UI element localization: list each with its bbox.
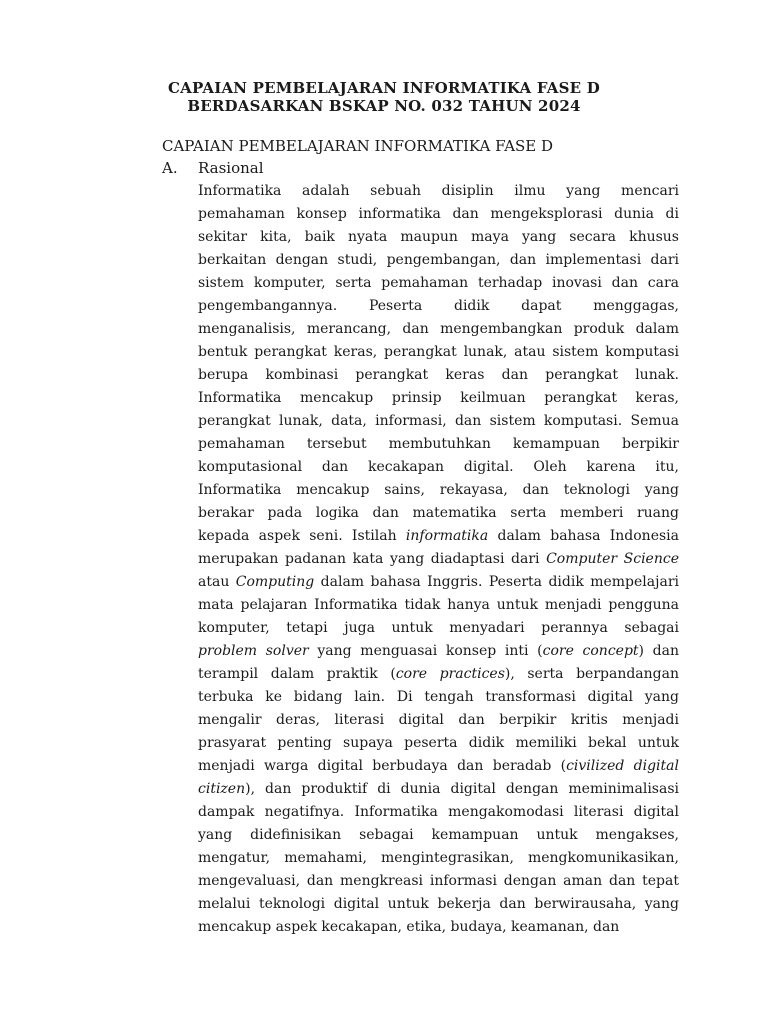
body-line [198, 479, 679, 502]
body-line [198, 203, 679, 226]
body-text: sistem komputer, serta pemahaman terhadap inovasi dan cara [198, 275, 679, 291]
body-text: Informatika mencakup sains, rekayasa, dan teknologi yang [198, 482, 679, 498]
body-text: mengalir deras, literasi digital dan berpikir kritis menjadi [198, 712, 679, 728]
body-text: ), serta berpandangan [504, 666, 679, 682]
body-text: yang didefinisikan sebagai kemampuan untuk mengakses, [198, 827, 679, 843]
italic-term: core concept [542, 643, 639, 659]
body-line [198, 847, 679, 870]
body-line [198, 226, 679, 249]
body-text: dampak negatifnya. Informatika mengakomodasi literasi digital [198, 804, 679, 820]
italic-term: civilized digital [566, 758, 679, 774]
body-line [198, 295, 679, 318]
body-line [198, 617, 679, 640]
body-line [198, 318, 679, 341]
body-line [198, 686, 679, 709]
italic-term: Computer Science [546, 551, 679, 567]
body-text: pemahaman konsep informatika dan mengeksplorasi dunia di [198, 206, 679, 222]
body-line [198, 387, 679, 410]
body-line [198, 249, 679, 272]
body-line [198, 594, 679, 617]
body-line [198, 525, 679, 548]
body-paragraph [198, 180, 679, 939]
body-line [198, 571, 679, 594]
body-text: kepada aspek seni. Istilah [198, 528, 406, 544]
body-text: terampil dalam praktik ( [198, 666, 396, 682]
body-text: ), dan produktif di dunia digital dengan meminimalisasi [245, 781, 679, 797]
body-line [198, 663, 679, 686]
body-text: mata pelajaran Informatika tidak hanya untuk menjadi pengguna [198, 597, 679, 613]
subsection-title: Rasional [198, 159, 264, 177]
body-text: pengembangannya. Peserta didik dapat menggagas, [198, 298, 679, 314]
body-line [198, 433, 679, 456]
document-title-line-1: CAPAIAN PEMBELAJARAN INFORMATIKA FASE D [168, 79, 600, 97]
body-line [198, 709, 679, 732]
section-heading: CAPAIAN PEMBELAJARAN INFORMATIKA FASE D [162, 137, 554, 155]
body-line [198, 341, 679, 364]
body-line [198, 640, 679, 663]
italic-term: informatika [405, 528, 489, 544]
body-text: mengatur, memahami, mengintegrasikan, mengkomunikasikan, [198, 850, 679, 866]
body-text: merupakan padanan kata yang diadaptasi dari [198, 551, 547, 567]
body-text: mencakup aspek kecakapan, etika, budaya, keamanan, dan [198, 919, 620, 935]
body-text: komputer, tetapi juga untuk menyadari perannya sebagai [198, 620, 679, 636]
body-text: terbuka ke bidang lain. Di tengah transformasi digital yang [198, 689, 679, 705]
body-line [198, 456, 679, 479]
body-line [198, 801, 679, 824]
body-text: berupa kombinasi perangkat keras dan perangkat lunak. [198, 367, 679, 383]
body-text: melalui teknologi digital untuk bekerja dan berwirausaha, yang [198, 896, 679, 912]
body-line [198, 410, 679, 433]
italic-term: Computing [235, 574, 315, 590]
body-text: menjadi warga digital berbudaya dan beradab ( [198, 758, 567, 774]
body-text: dalam bahasa Indonesia [488, 528, 679, 544]
body-text: sekitar kita, baik nyata maupun maya yang secara khusus [198, 229, 679, 245]
body-line [198, 732, 679, 755]
body-line [198, 824, 679, 847]
body-text: berkaitan dengan studi, pengembangan, dan implementasi dari [198, 252, 679, 268]
body-text: menganalisis, merancang, dan mengembangkan produk dalam [198, 321, 679, 337]
body-text: yang menguasai konsep inti ( [308, 643, 543, 659]
document-title-line-2: BERDASARKAN BSKAP NO. 032 TAHUN 2024 [187, 97, 581, 115]
body-line [198, 755, 679, 778]
body-line [198, 272, 679, 295]
body-text: prasyarat penting supaya peserta didik memiliki bekal untuk [198, 735, 679, 751]
body-line [198, 893, 679, 916]
body-text: komputasional dan kecakapan digital. Oleh karena itu, [198, 459, 679, 475]
body-text: pemahaman tersebut membutuhkan kemampuan berpikir [198, 436, 679, 452]
body-text: Informatika mencakup prinsip keilmuan perangkat keras, [198, 390, 679, 406]
body-line [198, 502, 679, 525]
subsection-marker: A. [162, 159, 178, 177]
body-text: berakar pada logika dan matematika serta memberi ruang [198, 505, 679, 521]
body-text: perangkat lunak, data, informasi, dan sistem komputasi. Semua [198, 413, 679, 429]
body-text: bentuk perangkat keras, perangkat lunak, atau sistem komputasi [198, 344, 679, 360]
body-line [198, 778, 679, 801]
body-text: Informatika adalah sebuah disiplin ilmu yang mencari [198, 183, 679, 199]
body-text: ) dan [638, 643, 679, 659]
body-text: mengevaluasi, dan mengkreasi informasi dengan aman dan tepat [198, 873, 679, 889]
body-text: atau [198, 574, 236, 590]
body-line [198, 548, 679, 571]
italic-term: core practices [395, 666, 505, 682]
italic-term: citizen [198, 781, 246, 797]
body-text: dalam bahasa Inggris. Peserta didik mempelajari [314, 574, 679, 590]
body-line [198, 870, 679, 893]
body-line [198, 180, 679, 203]
italic-term: problem solver [198, 643, 309, 659]
body-line [198, 916, 679, 939]
body-line [198, 364, 679, 387]
